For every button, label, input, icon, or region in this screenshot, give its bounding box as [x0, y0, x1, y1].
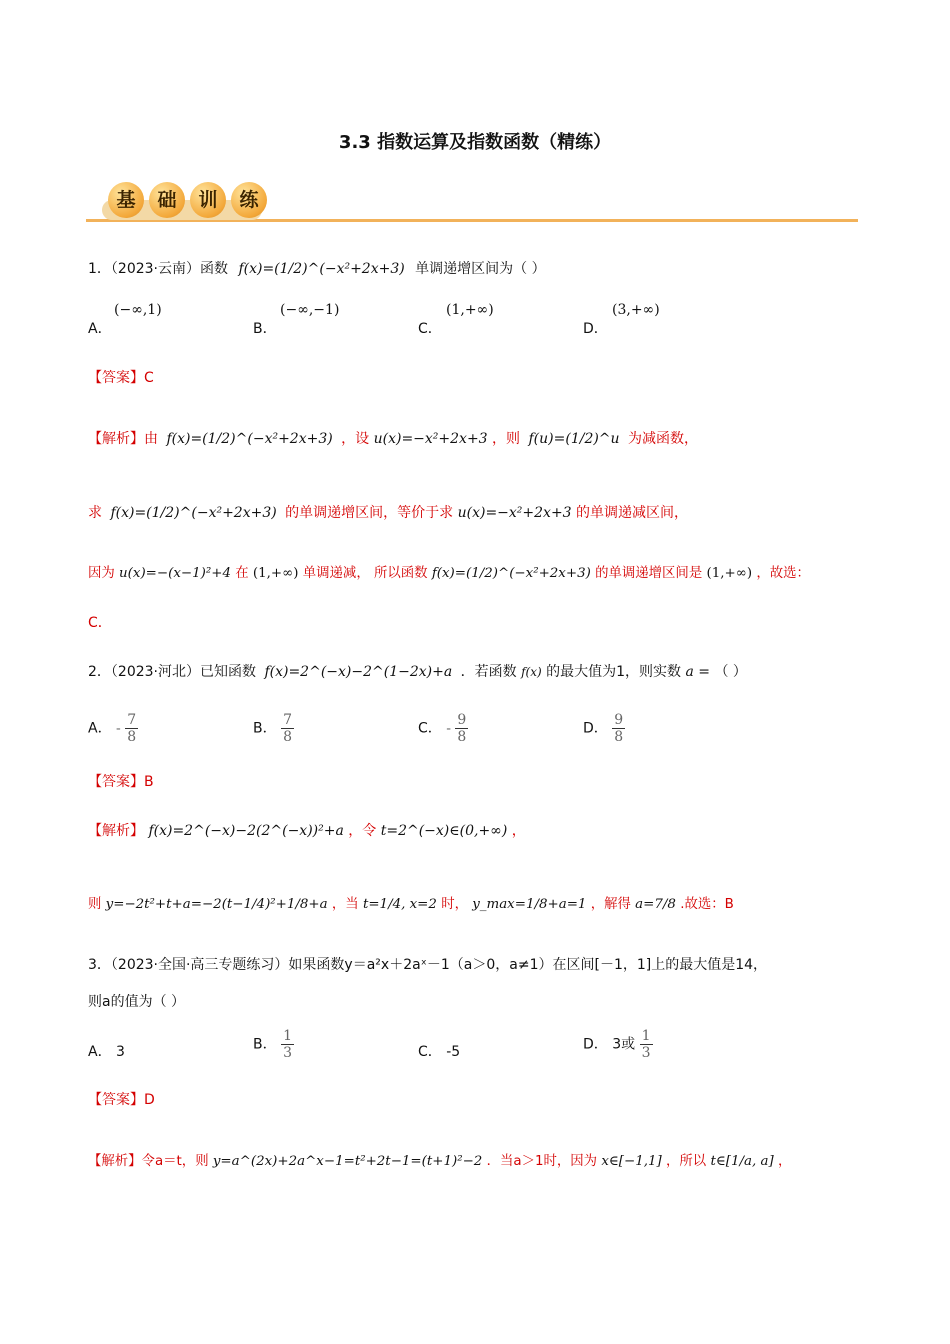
q3-option-value: -5: [446, 1044, 461, 1060]
q2-line2-then: 则: [88, 897, 102, 912]
q1-line3-int2: (1,+∞): [706, 566, 753, 581]
frac-num: 7: [127, 712, 137, 728]
banner-char: 练: [231, 182, 267, 218]
q2-analysis-comma: ，: [511, 823, 526, 839]
q1-analysis-line3: [88, 562, 810, 581]
frac-den: 8: [614, 729, 624, 745]
q3-stem-line1: 3．（2023·全国·高三专题练习）如果函数y＝a²x＋2aˣ－1（a＞0，a≠1）在区间[－1，1]上的最大值是14，: [88, 957, 768, 973]
q2-option-fraction: [281, 712, 294, 745]
q1-analysis-u: u(x)=−x²+2x+3: [373, 431, 488, 447]
q1-option-a-label: A．: [88, 321, 112, 337]
frac-den: 3: [283, 1045, 292, 1061]
q3-analysis-c: ，所以: [666, 1154, 707, 1169]
q1-line2-b: 的单调递增区间，等价于求: [285, 505, 454, 521]
q1-line2-u: u(x)=−x²+2x+3: [457, 505, 572, 521]
q3-option-fraction: [281, 1028, 294, 1061]
q1-option-c-label: C．: [418, 321, 442, 337]
q2-line2-solve: ，解得: [590, 897, 631, 912]
q1-analysis-f: f(x)=(1/2)^(−x²+2x+3): [166, 431, 333, 447]
q2-option-fraction: [125, 712, 138, 745]
q1-analysis-line2: [88, 502, 688, 522]
q2-option-label: C．: [418, 720, 442, 737]
frac-num: 1: [641, 1028, 651, 1044]
q2-analysis-t: t=2^(−x)∈(0,+∞): [380, 823, 508, 839]
q2-line2-time: 时，: [441, 897, 468, 912]
q2-stem: [88, 661, 747, 681]
frac-num: 9: [457, 712, 467, 728]
q3-analysis-t: t∈[1/a, a]: [710, 1154, 774, 1169]
q1-analysis-head: 【解析】由: [88, 431, 158, 447]
q1-line3-f: f(x)=(1/2)^(−x²+2x+3): [431, 566, 591, 581]
q1-stem-suffix: 单调递增区间为（ ）: [415, 261, 546, 277]
frac-den: 8: [283, 729, 292, 745]
banner-char: 训: [190, 182, 226, 218]
q1-line2-c: 的单调递减区间，: [576, 505, 689, 521]
q2-analysis-f: f(x)=2^(−x)−2(2^(−x))²+a: [148, 823, 344, 839]
q2-option-sign: -: [446, 720, 451, 737]
q3-analysis-d: ，: [778, 1154, 792, 1169]
q2-line2-ymax: y_max=1/8+a=1: [472, 897, 587, 912]
q1-line2-a: 求: [88, 505, 102, 521]
q1-line3-c: 单调递减， 所以函数: [302, 566, 428, 581]
q3-analysis-line1: [88, 1150, 791, 1169]
q2-stem-b: ．若函数: [460, 664, 517, 680]
frac-den: 8: [457, 729, 467, 745]
q1-stem-prefix: 1．（2023·云南）函数: [88, 261, 228, 277]
q1-line3-u: u(x)=−(x−1)²+4: [119, 566, 231, 581]
q3-analysis-y: y=a^(2x)+2a^x−1=t²+2t−1=(t+1)²−2: [212, 1154, 483, 1169]
q2-option-label: D．: [583, 720, 608, 737]
q1-line3-b: 在: [235, 566, 249, 581]
q1-option-d-label: D．: [583, 321, 608, 337]
q3-option-value: 3或: [612, 1036, 636, 1053]
q2-option-label: B．: [253, 720, 277, 737]
q2-option-d: [583, 712, 625, 745]
q1-option-b-label: B．: [253, 321, 277, 337]
q2-analysis-line1: [88, 820, 526, 840]
q2-analysis-line2: [88, 893, 734, 912]
frac-den: 3: [641, 1045, 651, 1061]
q1-option-a-value: (−∞,1): [114, 302, 162, 318]
frac-num: 9: [614, 712, 624, 728]
q2-analysis-head: 【解析】: [88, 823, 144, 839]
frac-den: 8: [127, 729, 137, 745]
q2-stem-c: 的最大值为1，则实数: [546, 664, 682, 680]
banner-char: 础: [149, 182, 185, 218]
q3-answer: 【答案】D: [88, 1092, 155, 1108]
frac-num: 7: [283, 712, 292, 728]
q2-analysis-let: ，令: [348, 823, 377, 839]
q2-stem-a: 2．（2023·河北）已知函数: [88, 664, 256, 680]
q1-analysis-line1: [88, 428, 698, 448]
q3-option-label: C．: [418, 1044, 442, 1060]
q1-option-b-value: (−∞,−1): [280, 302, 340, 318]
q2-option-b: [253, 712, 294, 745]
q2-line2-t: t=1/4, x=2: [362, 897, 437, 912]
q3-option-label: A．: [88, 1044, 112, 1060]
q1-stem: [88, 258, 546, 278]
q3-option-b: [253, 1028, 294, 1061]
frac-num: 1: [283, 1028, 292, 1044]
page-title: 3.3 指数运算及指数函数（精练）: [338, 132, 612, 153]
q2-line2-when: ，当: [331, 897, 359, 912]
q1-answer: 【答案】C: [88, 370, 154, 386]
q2-fx: f(x): [521, 665, 542, 679]
q2-stem-d: （ ）: [714, 664, 747, 680]
q2-line2-y: y=−2t²+t+a=−2(t−1/4)²+1/8+a: [105, 897, 328, 912]
q1-line3-e: ，故选：: [756, 566, 810, 581]
q2-answer: 【答案】B: [88, 774, 154, 790]
q1-analysis-set: ，设: [341, 431, 370, 447]
q2-option-fraction: [612, 712, 625, 745]
q1-analysis-then: ，则: [492, 431, 521, 447]
q2-line2-a: a=7/8: [635, 897, 676, 912]
q2-formula: f(x)=2^(−x)−2^(1−2x)+a: [264, 664, 453, 680]
q1-line3-int: (1,+∞): [252, 566, 299, 581]
q1-option-c-value: (1,+∞): [446, 302, 494, 318]
q2-line2-end: .故选：B: [680, 897, 734, 912]
section-banner: [86, 180, 858, 224]
q3-option-a: [88, 1041, 125, 1061]
q3-analysis-x: x∈[−1,1]: [601, 1154, 662, 1169]
q3-option-label: D．: [583, 1036, 608, 1053]
q1-analysis-line4: C．: [88, 615, 112, 631]
q3-option-fraction: [640, 1028, 653, 1061]
q2-option-sign: -: [116, 720, 121, 737]
q1-line3-d: 的单调递增区间是: [595, 566, 703, 581]
q2-option-fraction: [455, 712, 468, 745]
q3-stem-line2: 则a的值为（ ）: [88, 994, 186, 1010]
q2-a: a =: [685, 664, 711, 680]
q3-option-label: B．: [253, 1036, 277, 1053]
q3-option-d: [583, 1028, 653, 1061]
q2-option-a: [88, 712, 138, 745]
q1-analysis-fu: f(u)=(1/2)^u: [528, 431, 620, 447]
q3-analysis-b: ．当a＞1时，因为: [486, 1154, 598, 1169]
banner-char: 基: [108, 182, 144, 218]
q1-analysis-dec: 为减函数，: [628, 431, 699, 447]
q3-option-value: 3: [116, 1044, 125, 1060]
q1-option-d-value: (3,+∞): [612, 302, 660, 318]
q1-line2-f: f(x)=(1/2)^(−x²+2x+3): [110, 505, 277, 521]
q1-formula: f(x)=(1/2)^(−x²+2x+3): [238, 261, 405, 277]
q1-line3-a: 因为: [88, 566, 115, 581]
q3-option-c: [418, 1041, 460, 1061]
q2-option-label: A．: [88, 720, 112, 737]
q3-analysis-a: 【解析】令a＝t，则: [88, 1154, 209, 1169]
q2-option-c: [418, 712, 468, 745]
